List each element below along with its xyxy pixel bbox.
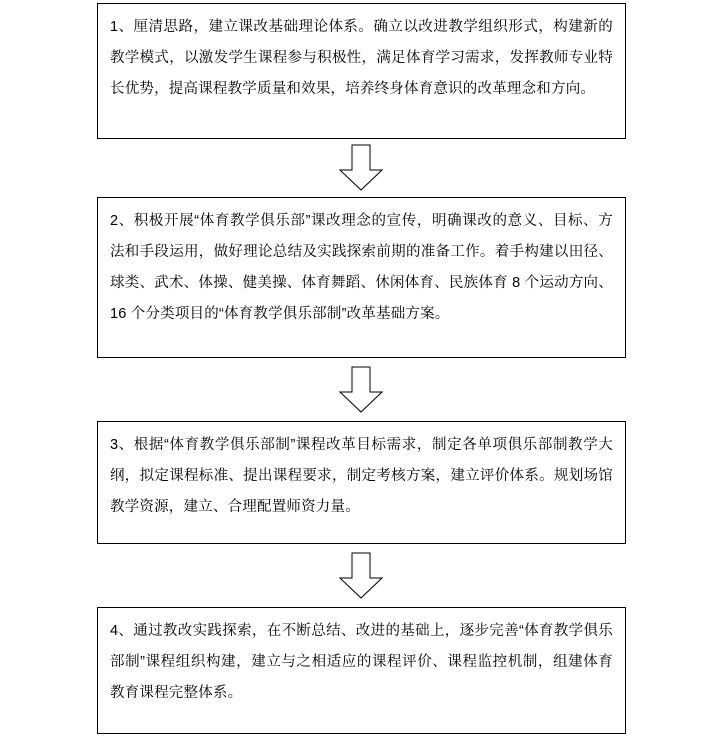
down-arrow-icon-2 <box>331 366 391 414</box>
down-arrow-icon-1 <box>331 144 391 192</box>
down-arrow-icon-3 <box>331 552 391 600</box>
flowchart-step-1 <box>97 3 626 139</box>
step-4-text: 4、通过教改实践探索，在不断总结、改进的基础上，逐步完善“体育教学俱乐部制”课程组织构建，建立与之相适应的课程评价、课程监控机制，组建体育教育课程完整体系。 <box>110 623 613 701</box>
step-1-text: 1、厘清思路，建立课改基础理论体系。确立以改进教学组织形式，构建新的教学模式，以激发学生课程参与积极性，满足体育学习需求，发挥教师专业特长优势，提高课程教学质量和效果，培养终身体育意识的改革理念和方向。 <box>110 19 613 97</box>
step-3-text: 3、根据“体育教学俱乐部制”课程改革目标需求，制定各单项俱乐部制教学大纲，拟定课程标准、提出课程要求，制定考核方案，建立评价体系。规划场馆教学资源，建立、合理配置师资力量。 <box>110 437 613 515</box>
flowchart-step-3 <box>97 421 626 544</box>
flowchart-step-4 <box>97 607 626 734</box>
flowchart-step-2 <box>97 197 626 358</box>
step-2-text: 2、积极开展“体育教学俱乐部”课改理念的宣传，明确课改的意义、目标、方法和手段运用，做好理论总结及实践探索前期的准备工作。着手构建以田径、球类、武术、体操、健美操、体育舞蹈、休闲体育、民族体育 8 个运动方向、16 个分类项目的“体育教学俱乐部制”改革基础方案。 <box>110 213 613 322</box>
